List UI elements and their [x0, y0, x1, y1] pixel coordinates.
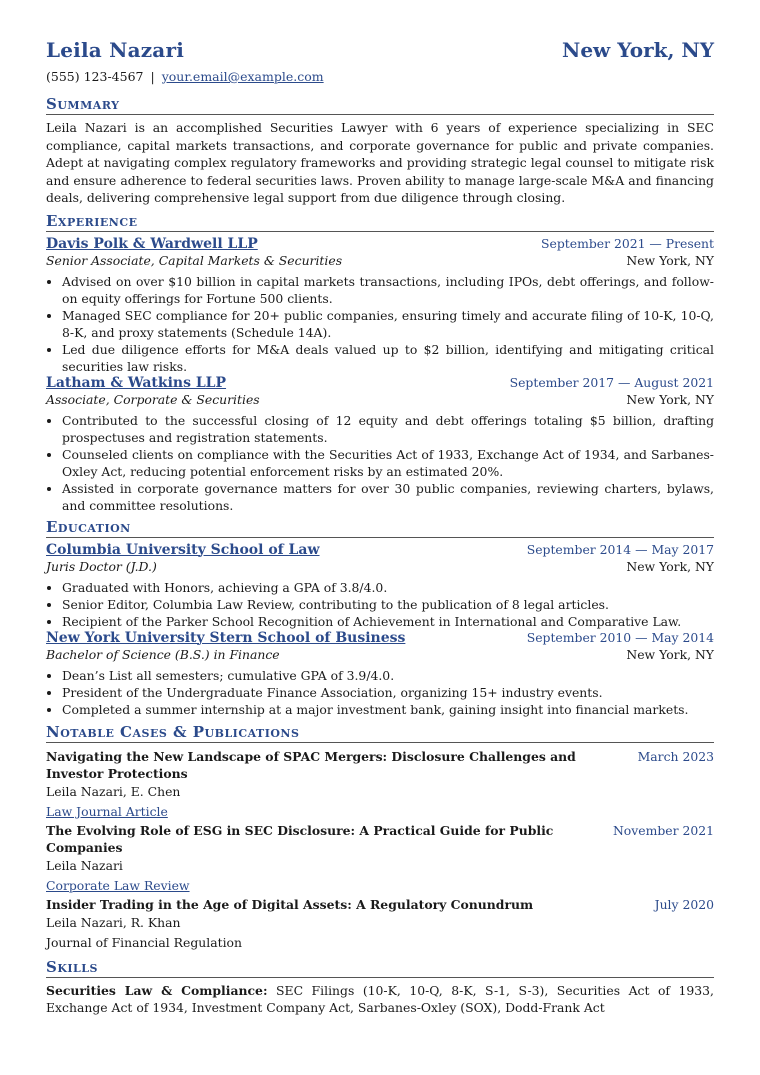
degree: Bachelor of Science (B.S.) in Finance	[46, 646, 280, 662]
summary-section	[46, 95, 714, 207]
publication-title: The Evolving Role of ESG in SEC Disclosure: A Practical Guide for Public Companies	[46, 822, 554, 855]
entry-location: New York, NY	[626, 391, 714, 407]
publication-title: Insider Trading in the Age of Digital Assets: A Regulatory Conundrum	[46, 896, 534, 912]
school-link[interactable]: Columbia University School of Law	[46, 541, 320, 558]
experience-entry	[46, 236, 714, 375]
entry-location: New York, NY	[626, 558, 714, 574]
publication-date: July 2020	[654, 896, 714, 912]
school-link[interactable]: New York University Stern School of Business	[46, 629, 406, 646]
bullet-item: • Senior Editor, Columbia Law Review, contributing to the publication of 8 legal articles.	[62, 596, 714, 613]
candidate-name: Leila Nazari	[46, 38, 184, 62]
publication-date: November 2021	[612, 822, 714, 838]
section-title-summary: Summary	[46, 95, 714, 115]
bullet-list	[46, 579, 714, 630]
experience-entry	[46, 375, 714, 514]
publication-venue: Journal of Financial Regulation	[46, 934, 242, 950]
publication-date: March 2023	[637, 748, 714, 764]
education-section	[46, 518, 714, 718]
entry-location: New York, NY	[626, 252, 714, 268]
skills-section	[46, 958, 714, 1017]
publications-section	[46, 723, 714, 953]
bullet-list	[46, 273, 714, 375]
publication-entry	[46, 822, 714, 896]
bullet-item: • Advised on over $10 billion in capital markets transactions, including IPOs, debt offerings, and follow-on equity offerings for Fortune 500 clients.	[62, 273, 714, 307]
publication-entry	[46, 748, 714, 822]
contact-separator: |	[150, 69, 155, 84]
bullet-item: • Led due diligence efforts for M&A deals valued up to $2 billion, identifying and mitigating critical securities law risks.	[62, 341, 714, 375]
bullet-item: • Recipient of the Parker School Recognition of Achievement in International and Comparative Law.	[62, 613, 714, 630]
entry-dates: September 2014 — May 2017	[526, 541, 714, 557]
employer-link[interactable]: Latham & Watkins LLP	[46, 374, 227, 391]
section-title-skills: Skills	[46, 958, 714, 978]
bullet-item: • Managed SEC compliance for 20+ public companies, ensuring timely and accurate filing of 10-K, 10-Q, 8-K, and proxy statements (Schedule 14A).	[62, 307, 714, 341]
bullet-item: • Contributed to the successful closing of 12 equity and debt offerings totaling $5 billion, drafting prospectuses and registration statements.	[62, 412, 714, 446]
job-title: Associate, Corporate & Securities	[46, 391, 260, 407]
skills-category: Securities Law & Compliance:	[46, 982, 268, 998]
education-entry	[46, 542, 714, 630]
bullet-item: • Graduated with Honors, achieving a GPA of 3.8/4.0.	[62, 579, 714, 596]
phone: (555) 123-4567	[46, 69, 144, 84]
publication-title: Navigating the New Landscape of SPAC Mergers: Disclosure Challenges and Investor Protections	[46, 748, 576, 781]
section-title-education: Education	[46, 518, 714, 538]
header-location: New York, NY	[562, 38, 714, 62]
degree: Juris Doctor (J.D.)	[46, 558, 157, 574]
entry-location: New York, NY	[626, 646, 714, 662]
entry-dates: September 2017 — August 2021	[509, 374, 714, 390]
employer-link[interactable]: Davis Polk & Wardwell LLP	[46, 235, 258, 252]
summary-text: Leila Nazari is an accomplished Securities Lawyer with 6 years of experience specializing in SEC compliance, capital markets transactions, and corporate governance for public and private companies. Adept at navigating complex regulatory frameworks and providing strategic legal counsel to mitigate risk and ensure adherence to federal securities laws. Proven ability to manage large-scale M&A and financing deals, delivering comprehensive legal support from due diligence through closing.	[46, 120, 714, 205]
bullet-list	[46, 667, 714, 718]
bullet-item: • Assisted in corporate governance matters for over 30 public companies, reviewing charters, bylaws, and committee resolutions.	[62, 480, 714, 514]
publication-entry	[46, 896, 714, 953]
bullet-item: • President of the Undergraduate Finance Association, organizing 15+ industry events.	[62, 684, 714, 701]
skills-list: SEC Filings (10-K, 10-Q, 8-K, S-1, S-3), Securities Act of 1933, Exchange Act of 1934, Investment Company Act, Sarbanes-Oxley (SOX), Dodd-Frank Act	[46, 982, 714, 1015]
bullet-item: • Counseled clients on compliance with the Securities Act of 1933, Exchange Act of 1934, and Sarbanes-Oxley Act, reducing potential enforcement risks by an estimated 20%.	[62, 446, 714, 480]
publication-authors: Leila Nazari, E. Chen	[46, 783, 181, 799]
skills-line	[46, 982, 714, 1017]
section-title-publications: Notable Cases & Publications	[46, 723, 714, 743]
publication-venue-link[interactable]: Corporate Law Review	[46, 877, 190, 893]
experience-section	[46, 212, 714, 514]
job-title: Senior Associate, Capital Markets & Securities	[46, 252, 343, 268]
publication-authors: Leila Nazari, R. Khan	[46, 914, 181, 930]
header	[46, 38, 714, 68]
entry-dates: September 2010 — May 2014	[526, 629, 714, 645]
contact-line	[46, 69, 714, 87]
email-link[interactable]: your.email@example.com	[161, 69, 324, 84]
bullet-list	[46, 412, 714, 514]
bullet-item: • Completed a summer internship at a major investment bank, gaining insight into financial markets.	[62, 701, 714, 718]
publication-venue-link[interactable]: Law Journal Article	[46, 803, 168, 819]
education-entry	[46, 630, 714, 718]
publication-authors: Leila Nazari	[46, 857, 123, 873]
section-title-experience: Experience	[46, 212, 714, 232]
entry-dates: September 2021 — Present	[541, 235, 714, 251]
bullet-item: • Dean’s List all semesters; cumulative GPA of 3.9/4.0.	[62, 667, 714, 684]
resume-page	[46, 38, 714, 1017]
